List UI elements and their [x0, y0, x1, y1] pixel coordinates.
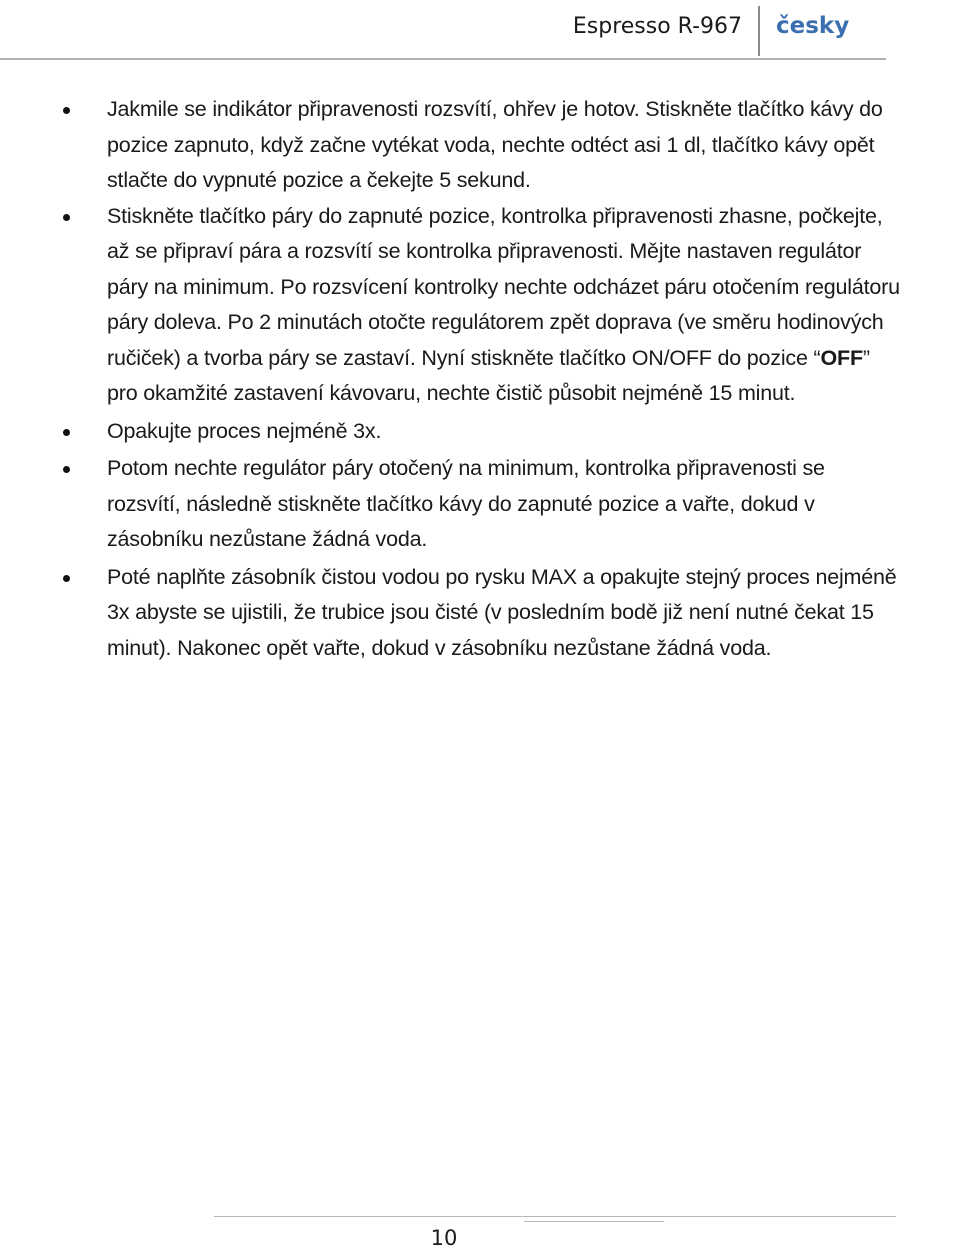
list-item	[0, 414, 960, 450]
off-label: OFF	[820, 345, 863, 370]
bullet-icon	[63, 214, 70, 221]
bullet-icon	[63, 107, 70, 114]
list-item-text: Poté naplňte zásobník čistou vodou po rysku MAX a opakujte stejný proces nejméně 3x abyste se ujistili, že trubice jsou čisté (v posledním bodě již není nutné čekat 15 minut). Nakonec opět vařte, dokud v zásobníku nezůstane žádná voda.	[107, 564, 897, 660]
list-item-text: Stiskněte tlačítko páry do zapnuté pozice, kontrolka připravenosti zhasne, počkejte, až se připraví pára a rozsvítí se kontrolka připravenosti. Mějte nastaven regulátor páry na minimum. Po rozsvícení kontrolky nechte odcházet páru otočením regulátoru páry doleva. Po 2 minutách otočte regulátorem zpět doprava (ve směru hodinových ručiček) a tvorba páry se zastaví. Nyní stiskněte tlačítko ON/OFF do pozice “	[107, 203, 900, 370]
list-item-text-continued: ” pro okamžité zastavení kávovaru, nechte čistič působit nejméně 15 minut.	[107, 345, 870, 405]
footer-rule-short	[524, 1221, 664, 1222]
list-item-text: Jakmile se indikátor připravenosti rozsvítí, ohřev je hotov. Stiskněte tlačítko kávy do pozice zapnuto, když začne vytékat voda, nechte odtéct asi 1 dl, tlačítko kávy opět stlačte do vypnuté pozice a čekejte 5 sekund.	[107, 97, 883, 192]
bullet-icon	[63, 575, 70, 582]
instructions-body	[0, 92, 960, 666]
page-number: 10	[430, 1226, 458, 1250]
bullet-icon	[63, 466, 70, 473]
footer-rule	[214, 1216, 896, 1217]
document-title: Espresso R-967	[572, 14, 742, 39]
list-item-text: Potom nechte regulátor páry otočený na minimum, kontrolka připravenosti se rozsvítí, následně stiskněte tlačítko kávy do zapnuté pozice a vařte, dokud v zásobníku nezůstane žádná voda.	[107, 456, 825, 551]
list-item	[0, 560, 960, 667]
header-rule	[0, 58, 886, 60]
list-item	[0, 451, 960, 558]
list-item-text: Opakujte proces nejméně 3x.	[107, 418, 382, 443]
instruction-list	[0, 92, 960, 666]
list-item	[0, 92, 960, 199]
language-label: česky	[776, 13, 850, 39]
bullet-icon	[63, 429, 70, 436]
header-separator	[758, 6, 760, 56]
list-item	[0, 199, 960, 412]
page-header	[0, 0, 960, 62]
